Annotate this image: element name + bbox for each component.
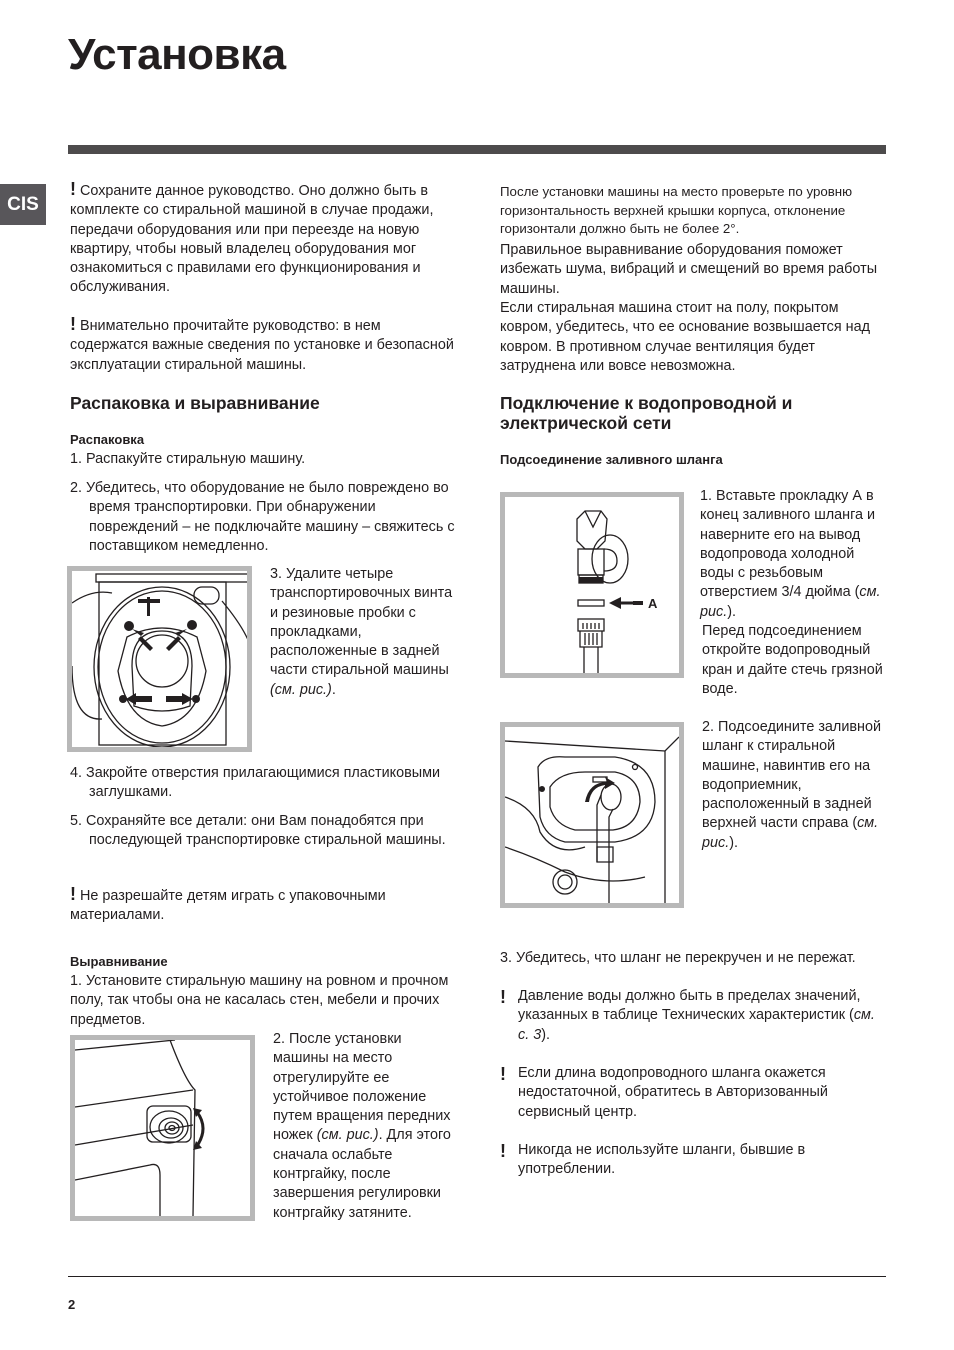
hose-step-1-text: 1. Вставьте прокладку А в конец заливного шланга и наверните его на вывод водопровода холодной воды с резьбовым отверстием 3/4 дюйма ( [700,488,876,601]
hose-step-2 [702,718,892,853]
hose-step-3: 3. Убедитесь, что шланг не перекручен и не пережат. [500,950,856,966]
subheading-leveling: Выравнивание [70,954,168,969]
warning-text: Если длина водопроводного шланга окажется недостаточной, обратитесь в Авторизованный сервисный центр. [518,1065,828,1120]
footer-divider [68,1276,886,1277]
level-benefit-paragraph: Правильное выравнивание оборудования поможет избежать шума, вибраций и смещений во время работы машины. [500,242,878,297]
figure-leveling-foot [70,1035,255,1221]
gasket-label: A [648,596,658,611]
warning-read-manual [70,314,455,375]
figure-hose-gasket [500,492,684,678]
punctuation: ). [729,834,738,851]
warning-icon: ! [70,179,76,199]
warning-save-manual [70,179,455,298]
page-reference: см. с. 3 [518,1007,875,1043]
section-heading-connection: Подключение к водопроводной и электрической сети [500,393,793,433]
warning-text: Сохраните данное руководство. Оно должно быть в комплекте со стиральной машиной в случае продажи, передачи оборудования или при переезде на новую квартиру, чтобы новый владелец оборудования мог ознакомиться с правилами его функционирования и обслуживания. [70,183,434,296]
warning-icon: ! [70,314,76,334]
header-divider [68,145,886,154]
step-1: 1. Распакуйте стиральную машину. [70,451,306,467]
warning-text: Внимательно прочитайте руководство: в нем содержатся важные сведения по установке и безопасной эксплуатации стиральной машины. [70,318,454,373]
inlet-connection-illustration [505,727,679,903]
warning-text [518,987,890,1045]
warning-icon: ! [500,1141,506,1161]
level-step-2-text: 2. После установки машины на место отрегулируйте ее устойчивое положение путем вращения передних ножек [273,1031,451,1144]
warning-water-pressure [500,987,890,1045]
tap-gasket-illustration [505,497,679,673]
step-3: 3. Удалите четыре транспортировочных винта и резиновые пробки с прокладками, расположенные в задней части стиральной машины (см. рис.). [270,566,453,698]
machine-back-illustration [72,571,247,747]
subheading-unpacking: Распаковка [70,432,145,447]
section-heading-unpacking: Распаковка и выравнивание [70,393,320,413]
warning-children [70,884,455,926]
level-step-2 [273,1030,458,1223]
figure-inlet-connection [500,722,684,908]
punctuation: ). [541,1026,550,1043]
warning-text: Не разрешайте детям играть с упаковочными материалами. [70,888,386,924]
figure-reference: см. рис. [702,815,879,851]
level-check-paragraph: После установки машины на место проверьте по уровню горизонтальность верхней крышки корпуса, отклонение горизонтали должно быть не более 2°. [500,184,853,236]
hose-step-1 [700,487,890,699]
level-step-1: 1. Установите стиральную машину на ровном и прочном полу, так чтобы она не касалась стен, мебели и прочих предметов. [70,973,449,1028]
page-title: Установка [68,30,286,79]
hose-step-1-note: Перед подсоединением откройте водопроводный кран и дайте стечь грязной воде. [702,623,883,697]
carpet-paragraph: Если стиральная машина стоит на полу, покрытом ковром, убедитесь, что ее основание возвышается над ковром. В противном случае вентиляция будет затруднена или вовсе невозможна. [500,300,870,374]
step-3-text: 3. Удалите четыре транспортировочных винта и резиновые пробки с прокладками, расположенные в задней части стиральной машины [270,566,453,679]
foot-illustration [75,1040,250,1216]
warning-icon: ! [70,884,76,904]
punctuation: ). [727,603,736,620]
hose-step-2-text: 2. Подсоедините заливной шланг к стиральной машине, навинтив его на водоприемник, расположенный в задней верхней части справа ( [702,719,881,832]
figure-transport-screws [67,566,252,752]
figure-reference: (см. рис.) [316,1127,379,1144]
warning-used-hoses [500,1141,890,1180]
step-4: 4. Закройте отверстия прилагающимися пластиковыми заглушками. [70,765,441,801]
step-5: 5. Сохраняйте все детали: они Вам понадобятся при последующей транспортировке стиральной машины. [70,813,446,849]
warning-icon: ! [500,1064,506,1084]
figure-reference: см. рис. [700,584,881,620]
figure-reference: (см. рис.) [270,681,332,698]
warning-text: Никогда не используйте шланги, бывшие в употреблении. [518,1142,806,1178]
level-step-2-text-end: . Для этого сначала ослабьте контргайку, после завершения регулировки контргайку затяните. [273,1127,451,1221]
warning-hose-length [500,1064,890,1122]
warning-icon: ! [500,987,506,1007]
subheading-inlet-hose: Подсоединение заливного шланга [500,452,723,467]
language-tab: CIS [0,184,46,225]
page-number: 2 [68,1297,76,1312]
warning-pressure-text: Давление воды должно быть в пределах значений, указанных в таблице Технических характеристик ( [518,988,861,1024]
step-2: 2. Убедитесь, что оборудование не было повреждено во время транспортировки. При обнаружении повреждений – не подключайте машину – свяжитесь с поставщиком немедленно. [70,480,455,554]
